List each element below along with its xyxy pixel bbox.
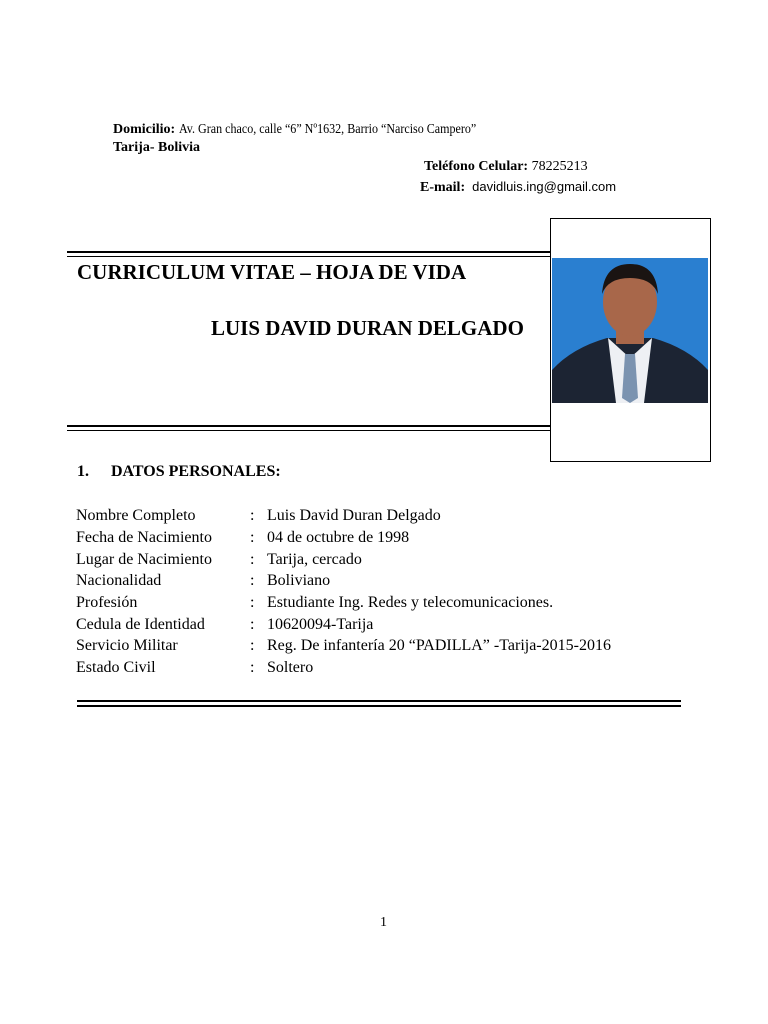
row-label: Servicio Militar <box>76 637 178 654</box>
row-separator: : <box>250 507 255 524</box>
phone-line <box>424 159 588 175</box>
row-separator: : <box>250 659 255 676</box>
row-label: Profesión <box>76 594 138 611</box>
address-label: Domicilio: <box>113 122 176 137</box>
section-bottom-rule <box>77 700 681 707</box>
profile-photo <box>552 258 708 403</box>
row-value: Reg. De infantería 20 “PADILLA” -Tarija-2015-2016 <box>267 637 611 654</box>
row-value: Tarija, cercado <box>267 551 362 568</box>
row-value: 04 de octubre de 1998 <box>267 529 410 546</box>
photo-frame <box>550 218 711 462</box>
portrait-image <box>552 258 708 403</box>
address-line <box>113 122 524 138</box>
city-line <box>113 140 200 156</box>
row-value: Boliviano <box>267 572 331 589</box>
phone-label: Teléfono Celular: <box>424 159 529 174</box>
email-value: davidluis.ing@gmail.com <box>472 179 617 194</box>
row-value: Soltero <box>267 659 314 676</box>
row-separator: : <box>250 594 255 611</box>
row-value: 10620094-Tarija <box>267 616 374 633</box>
page-number: 1 <box>380 915 387 930</box>
row-label: Estado Civil <box>76 659 156 676</box>
email-label: E-mail: <box>420 180 466 195</box>
section-title: DATOS PERSONALES: <box>111 463 281 480</box>
row-separator: : <box>250 637 255 654</box>
row-value: Luis David Duran Delgado <box>267 507 441 524</box>
title-top-rule <box>67 251 551 257</box>
row-separator: : <box>250 551 255 568</box>
row-label: Lugar de Nacimiento <box>76 551 212 568</box>
email-line <box>420 179 616 196</box>
address-value: Av. Gran chaco, calle “6” Nº1632, Barrio “Narciso Campero” <box>178 122 476 137</box>
row-label: Cedula de Identidad <box>76 616 205 633</box>
person-name: LUIS DAVID DURAN DELGADO <box>211 316 524 340</box>
row-separator: : <box>250 572 255 589</box>
row-separator: : <box>250 529 255 546</box>
city: Tarija- Bolivia <box>113 140 200 155</box>
row-label: Fecha de Nacimiento <box>76 529 212 546</box>
section-heading <box>77 463 281 481</box>
row-separator: : <box>250 616 255 633</box>
phone-value: 78225213 <box>531 159 588 174</box>
title-bottom-rule <box>67 425 551 431</box>
section-number: 1. <box>77 463 89 480</box>
document-title: CURRICULUM VITAE – HOJA DE VIDA <box>77 260 467 284</box>
row-label: Nombre Completo <box>76 507 196 524</box>
row-label: Nacionalidad <box>76 572 162 589</box>
row-value: Estudiante Ing. Redes y telecomunicaciones. <box>267 594 554 611</box>
